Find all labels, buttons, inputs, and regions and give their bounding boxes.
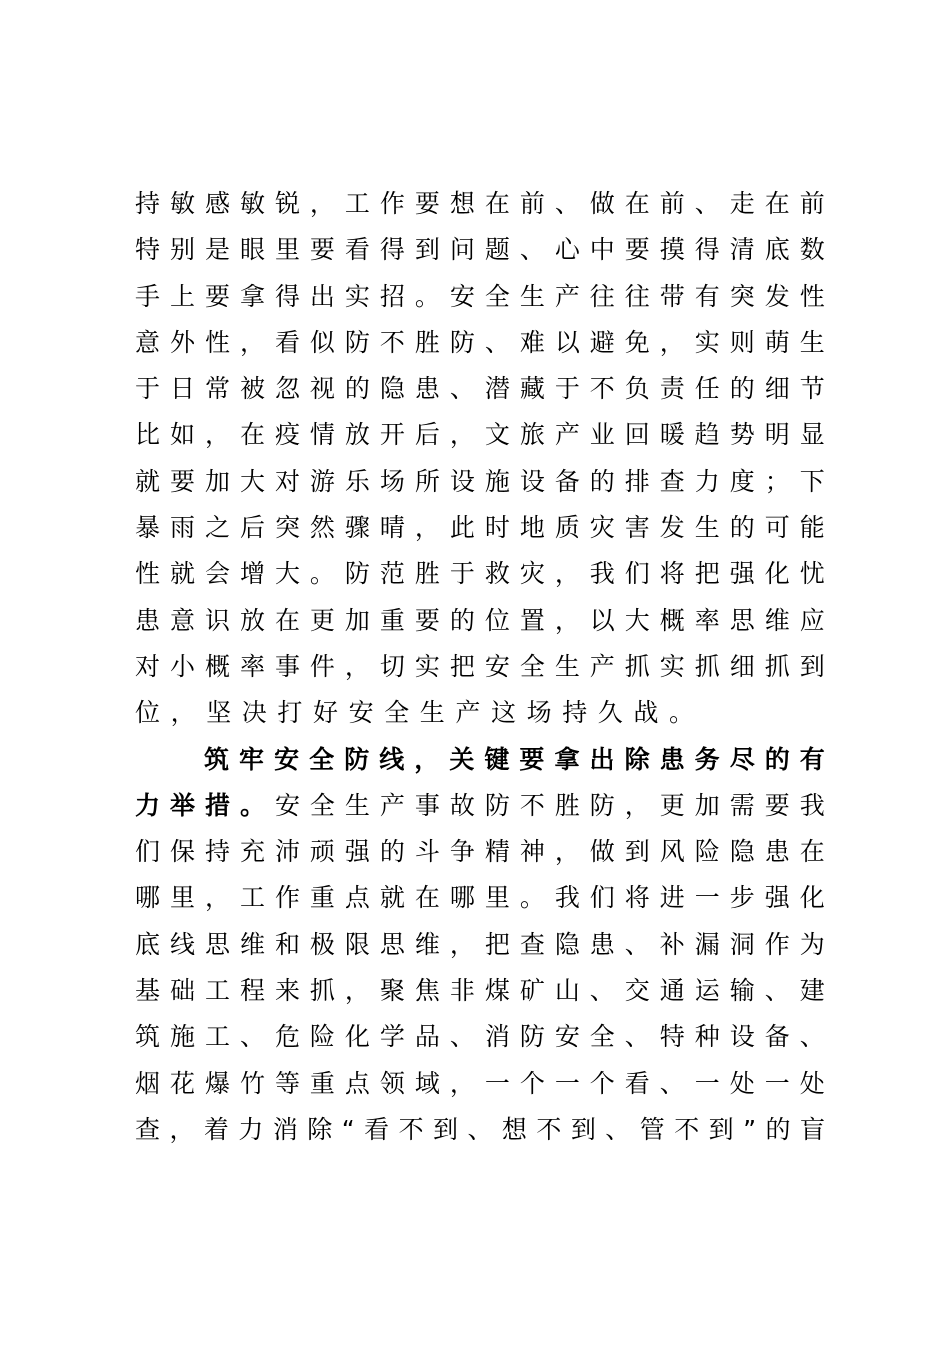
text-line: 们保持充沛顽强的斗争精神，做到风险隐患在	[135, 837, 825, 867]
text-line: 特别是眼里要看得到问题、心中要摸得清底数	[135, 235, 825, 265]
text-line: 基础工程来抓，聚焦非煤矿山、交通运输、建	[135, 976, 825, 1006]
text-line-mixed	[135, 783, 825, 829]
text-line: 比如，在疫情放开后，文旅产业回暖趋势明显	[135, 420, 825, 450]
text-line: 暴雨之后突然骤晴，此时地质灾害发生的可能	[135, 513, 825, 543]
paragraph-heading: 筑牢安全防线，关键要拿出除患务尽的有	[204, 744, 825, 774]
body-text	[135, 181, 825, 1153]
text-line: 筑施工、危险化学品、消防安全、特种设备、	[135, 1022, 825, 1052]
text-line: 位，坚决打好安全生产这场持久战。	[135, 698, 705, 728]
text-line: 就要加大对游乐场所设施设备的排查力度；下	[135, 466, 825, 496]
text-line: 烟花爆竹等重点领域，一个一个看、一处一处	[135, 1068, 825, 1098]
text-line: 对小概率事件，切实把安全生产抓实抓细抓到	[135, 651, 825, 681]
text-line: 患意识放在更加重要的位置，以大概率思维应	[135, 605, 825, 635]
text-line: 性就会增大。防范胜于救灾，我们将把强化忧	[135, 559, 825, 589]
paragraph-heading-end: 力举措。	[135, 790, 275, 820]
text-line: 查，着力消除“看不到、想不到、管不到”的盲	[135, 1114, 825, 1144]
text-segment: 安全生产事故防不胜防，更加需要我	[274, 790, 825, 820]
text-line: 哪里，工作重点就在哪里。我们将进一步强化	[135, 883, 825, 913]
text-line: 手上要拿得出实招。安全生产往往带有突发性	[135, 281, 825, 311]
text-line: 持敏感敏锐，工作要想在前、做在前、走在前	[135, 189, 825, 218]
text-line: 意外性，看似防不胜防、难以避免，实则萌生	[135, 327, 825, 357]
text-line: 于日常被忽视的隐患、潜藏于不负责任的细节	[135, 374, 825, 404]
text-line: 底线思维和极限思维，把查隐患、补漏洞作为	[135, 929, 825, 959]
